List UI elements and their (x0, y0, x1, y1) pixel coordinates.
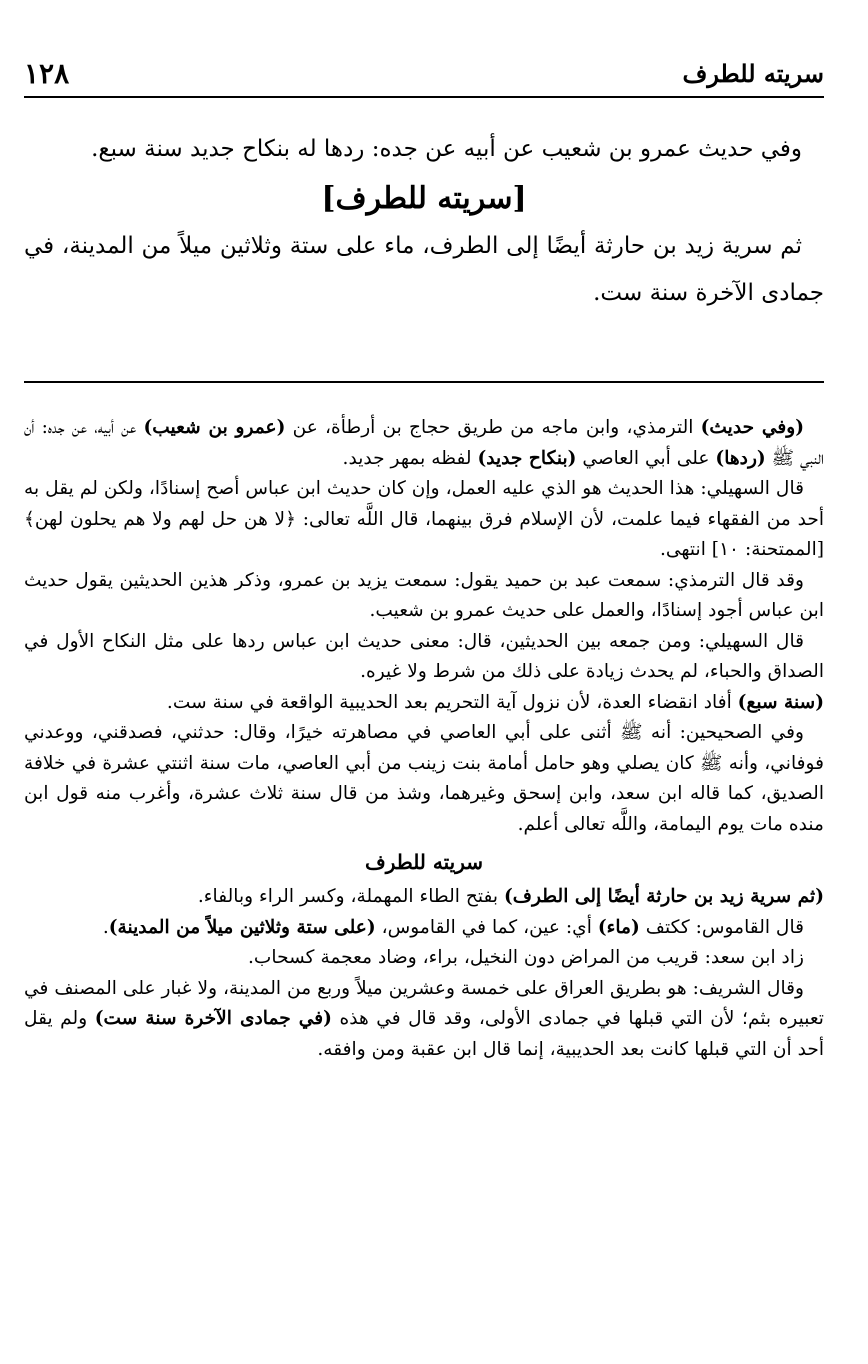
quoted-term: (سنة سبع) (737, 691, 824, 713)
commentary-paragraph: زاد ابن سعد: قريب من المراض دون النخيل، براء، وضاد معجمة كسحاب. (248, 947, 804, 968)
commentary-paragraph (24, 913, 824, 944)
commentary-text: ولم يقل أحد أن التي قبلها كانت بعد الحديبية، إنما قال ابن عقبة ومن وافقه. (24, 1008, 824, 1060)
commentary-paragraph (24, 974, 824, 1066)
commentary-text: أفاد انقضاء العدة، لأن نزول آية التحريم بعد الحديبية الواقعة في سنة ست. (166, 691, 738, 713)
commentary-paragraph: قال السهيلي: هذا الحديث هو الذي عليه العمل، وإن كان حديث ابن عباس أصح إسنادًا، ولكن لم يقل به أحد من الفقهاء فيما علمت، لأن الإسلام فرق بينهما، قال اللَّه تعالى: ﴿لا هن حل لهم ولا هم يحلون لهن﴾ [الممتحنة: ١٠] انتهى. (24, 478, 824, 560)
quoted-term: (ماء) (597, 916, 640, 938)
commentary-paragraph: وفي الصحيحين: أنه ﷺ أثنى على أبي العاصي في مصاهرته خيرًا، وقال: حدثني، فصدقني، ووعدني فوفاني، وأنه ﷺ كان يصلي وهو حامل أمامة بنت زينب من أبي العاصي، مات سنة اثنتي عشرة في خلافة الصديق، كما قاله ابن سعد، وابن إسحق وغيرهما، وشذ من قال سنة ثلاث عشرة، وأغرب منه قول ابن منده مات يوم اليمامة، واللَّه تعالى أعلم. (24, 722, 824, 835)
running-header (24, 50, 824, 98)
quoted-term: (على ستة وثلاثين ميلاً من المدينة) (108, 916, 376, 938)
quoted-term: (ثم سرية زيد بن حارثة أيضًا إلى الطرف) (503, 886, 824, 907)
main-paragraph: ثم سرية زيد بن حارثة أيضًا إلى الطرف، ماء على ستة وثلاثين ميلاً من المدينة، في جمادى الآخرة سنة ست. (24, 233, 824, 306)
commentary-text: لفظه بمهر جديد. (342, 447, 478, 469)
commentary-paragraph (24, 413, 824, 474)
commentary-text: على أبي العاصي (576, 447, 716, 469)
quoted-term: (وفي حديث) (700, 417, 804, 438)
quoted-term: (ردها) (715, 447, 766, 469)
commentary-paragraph (24, 882, 824, 913)
commentary-text: بفتح الطاء المهملة، وكسر الراء وبالفاء. (197, 886, 504, 907)
main-paragraph: وفي حديث عمرو بن شعيب عن أبيه عن جده: ردها له بنكاح جديد سنة سبع. (91, 136, 802, 162)
quoted-term: (بنكاح جديد) (477, 447, 577, 469)
commentary-paragraph: قال السهيلي: ومن جمعه بين الحديثين، قال: معنى حديث ابن عباس ردها على مثل النكاح الأول في الصداق والحباء، لم يحدث زيادة على ذلك من شرط ولا غيره. (24, 630, 824, 682)
commentary-heading: سريته للطرف (365, 850, 483, 874)
page-number: ١٢٨ (24, 56, 70, 90)
commentary-text: الترمذي، وابن ماجه من طريق حجاج بن أرطأة، عن (285, 417, 701, 438)
commentary-text: أي: عين، كما في القاموس، (375, 916, 598, 938)
book-page (24, 0, 824, 1364)
quoted-term: (عمرو بن شعيب) (143, 417, 286, 438)
commentary-paragraph: وقد قال الترمذي: سمعت عبد بن حميد يقول: سمعت يزيد بن عمرو، وذكر هذين الحديثين يقول حديث ابن عباس أجود إسنادًا، والعمل على حديث عمرو بن شعيب. (24, 569, 824, 621)
section-heading: [سريته للطرف] (321, 181, 527, 216)
commentary-text: . (102, 916, 109, 938)
footnote-divider (24, 381, 824, 383)
commentary-text: قال القاموس: ككتف (639, 916, 804, 938)
quoted-term: (في جمادى الآخرة سنة ست) (94, 1008, 332, 1029)
running-title: سريته للطرف (682, 58, 824, 88)
main-text (24, 126, 824, 317)
commentary-text: عن أبيه، عن جده: أن النبي ﷺ (24, 417, 824, 469)
commentary-paragraph (24, 688, 824, 719)
commentary-text: وقال الشريف: هو بطريق العراق على خمسة وعشرين ميلاً وربع من المدينة، ولا غبار على المصنف في تعبيره بثم؛ لأن التي قبلها في جمادى الأولى، وقد قال في هذه (24, 977, 824, 1029)
commentary (24, 413, 824, 1065)
